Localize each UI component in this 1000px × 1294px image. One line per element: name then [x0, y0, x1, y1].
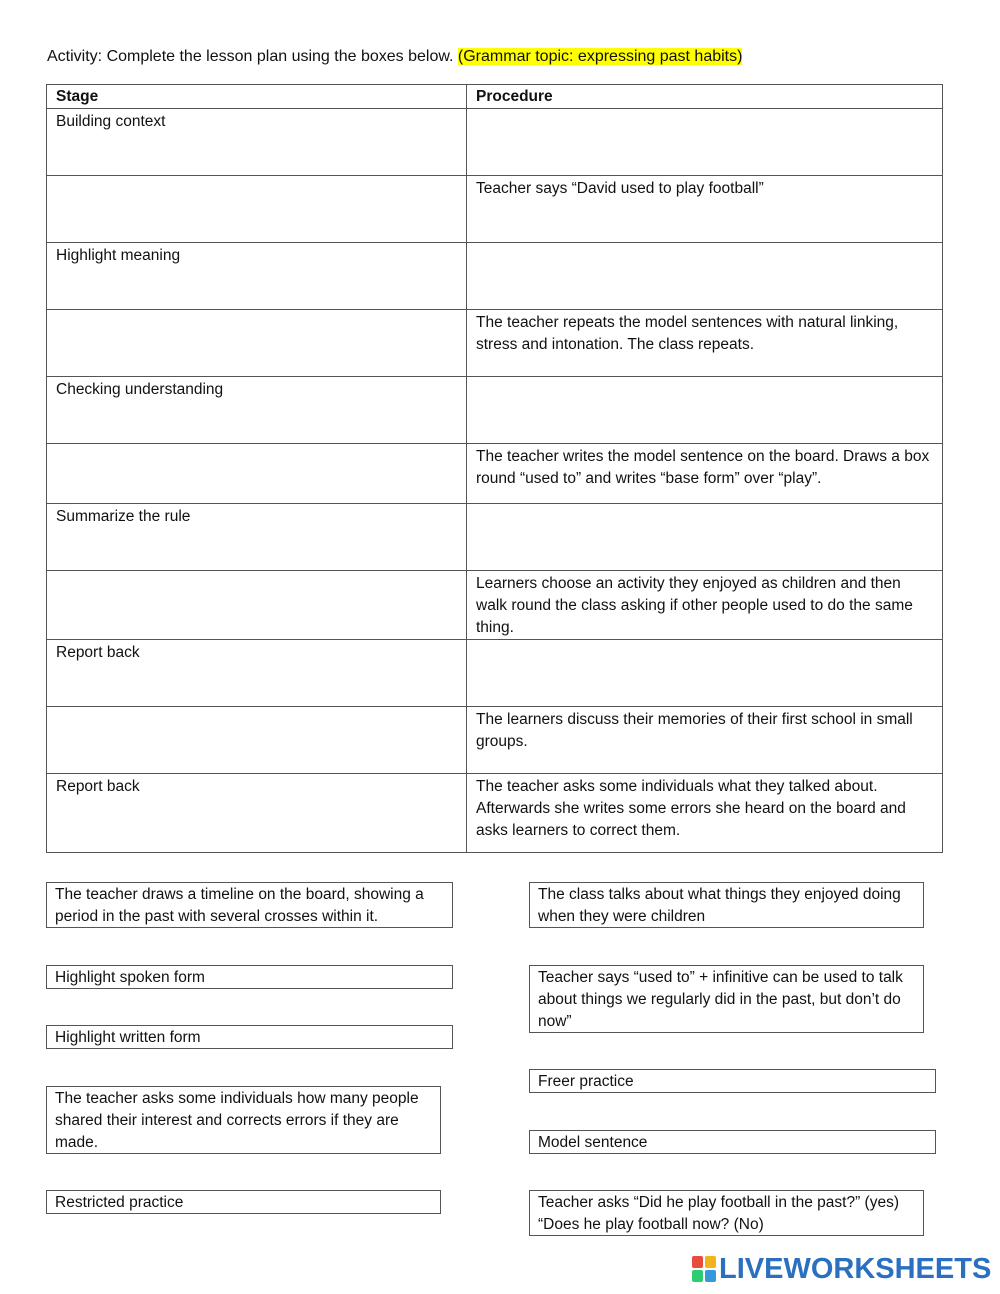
- table-row: [47, 504, 943, 571]
- liveworksheets-logo: [692, 1252, 991, 1286]
- stage-cell[interactable]: Checking understanding: [47, 377, 467, 444]
- option-box-concept-questions[interactable]: Teacher asks “Did he play football in the past?” (yes) “Does he play football now? (No): [529, 1190, 924, 1236]
- stage-cell[interactable]: [47, 444, 467, 504]
- lesson-plan-table: [46, 84, 943, 853]
- option-box-restricted-practice[interactable]: Restricted practice: [46, 1190, 441, 1214]
- stage-cell[interactable]: Report back: [47, 640, 467, 707]
- grammar-topic-highlight: (Grammar topic: expressing past habits): [457, 48, 743, 65]
- procedure-cell[interactable]: The learners discuss their memories of their first school in small groups.: [467, 707, 943, 774]
- option-box-class-talks[interactable]: The class talks about what things they enjoyed doing when they were children: [529, 882, 924, 928]
- option-box-model-sentence[interactable]: Model sentence: [529, 1130, 936, 1154]
- table-row: [47, 176, 943, 243]
- procedure-cell[interactable]: [467, 377, 943, 444]
- option-box-timeline[interactable]: The teacher draws a timeline on the board, showing a period in the past with several crosses within it.: [46, 882, 453, 928]
- procedure-cell[interactable]: The teacher writes the model sentence on the board. Draws a box round “used to” and writes “base form” over “play”.: [467, 444, 943, 504]
- table-row: [47, 377, 943, 444]
- stage-cell[interactable]: [47, 310, 467, 377]
- stage-cell[interactable]: [47, 176, 467, 243]
- table-row: [47, 109, 943, 176]
- table-row: [47, 243, 943, 310]
- procedure-cell[interactable]: The teacher asks some individuals what they talked about. Afterwards she writes some errors she heard on the board and asks learners to correct them.: [467, 774, 943, 853]
- option-box-spoken-form[interactable]: Highlight spoken form: [46, 965, 453, 989]
- procedure-cell[interactable]: The teacher repeats the model sentences with natural linking, stress and intonation. The class repeats.: [467, 310, 943, 377]
- procedure-cell[interactable]: Teacher says “David used to play football”: [467, 176, 943, 243]
- option-box-shared-interest[interactable]: The teacher asks some individuals how many people shared their interest and corrects errors if they are made.: [46, 1086, 441, 1154]
- instruction-text: Activity: Complete the lesson plan using the boxes below.: [47, 48, 458, 65]
- table-row: [47, 444, 943, 504]
- option-box-rule[interactable]: Teacher says “used to” + infinitive can be used to talk about things we regularly did in the past, but don’t do now”: [529, 965, 924, 1033]
- stage-cell[interactable]: Summarize the rule: [47, 504, 467, 571]
- procedure-cell[interactable]: Learners choose an activity they enjoyed as children and then walk round the class asking if other people used to do the same thing.: [467, 571, 943, 640]
- activity-instruction: [47, 47, 742, 67]
- procedure-cell[interactable]: [467, 504, 943, 571]
- stage-cell[interactable]: Highlight meaning: [47, 243, 467, 310]
- table-row: [47, 571, 943, 640]
- table-row: [47, 640, 943, 707]
- option-box-freer-practice[interactable]: Freer practice: [529, 1069, 936, 1093]
- stage-cell[interactable]: [47, 707, 467, 774]
- stage-cell[interactable]: Report back: [47, 774, 467, 853]
- stage-cell[interactable]: Building context: [47, 109, 467, 176]
- table-row: [47, 774, 943, 853]
- stage-cell[interactable]: [47, 571, 467, 640]
- procedure-cell[interactable]: [467, 640, 943, 707]
- table-header-row: [47, 85, 943, 109]
- procedure-cell[interactable]: [467, 109, 943, 176]
- logo-text: LIVEWORKSHEETS: [719, 1252, 992, 1285]
- procedure-cell[interactable]: [467, 243, 943, 310]
- table-row: [47, 707, 943, 774]
- logo-grid-icon: [692, 1256, 716, 1282]
- table-row: [47, 310, 943, 377]
- option-box-written-form[interactable]: Highlight written form: [46, 1025, 453, 1049]
- header-stage: Stage: [47, 85, 467, 109]
- header-procedure: Procedure: [467, 85, 943, 109]
